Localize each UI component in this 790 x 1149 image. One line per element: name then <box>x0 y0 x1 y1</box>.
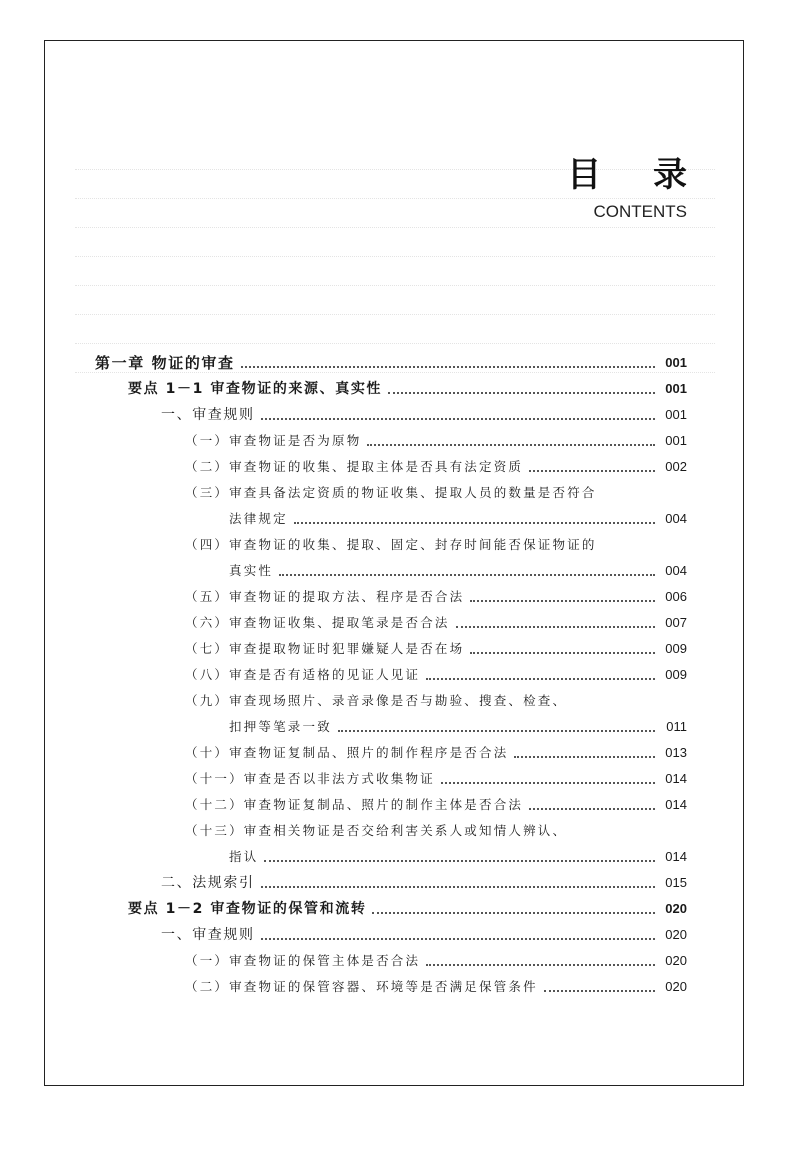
toc-page-number: 006 <box>665 589 687 604</box>
toc-entry-title: （五）审查物证的提取方法、程序是否合法 <box>185 589 465 604</box>
dot-leader <box>264 860 655 862</box>
toc-entry[interactable] <box>95 633 687 659</box>
toc-entry[interactable] <box>95 841 687 867</box>
toc-page-number: 014 <box>665 849 687 864</box>
toc-page-number: 020 <box>665 901 687 916</box>
dot-leader <box>279 574 655 576</box>
toc-entry-title: （三）审查具备法定资质的物证收集、提取人员的数量是否符合 <box>185 485 597 500</box>
toc-entry[interactable] <box>95 581 687 607</box>
toc-entry-title: 一、审查规则 <box>161 407 255 423</box>
toc-entry-title: （二）审查物证的收集、提取主体是否具有法定资质 <box>185 459 524 474</box>
toc-entry-title: （七）审查提取物证时犯罪嫌疑人是否在场 <box>185 641 465 656</box>
table-of-contents <box>95 347 687 997</box>
toc-page-number: 001 <box>665 381 687 396</box>
toc-entry-title: （十）审查物证复制品、照片的制作程序是否合法 <box>185 745 509 760</box>
toc-entry-title: （八）审查是否有适格的见证人见证 <box>185 667 421 682</box>
toc-entry-title: （六）审查物证收集、提取笔录是否合法 <box>185 615 450 630</box>
toc-page-number: 009 <box>665 667 687 682</box>
toc-entry-title: （四）审查物证的收集、提取、固定、封存时间能否保证物证的 <box>185 537 597 552</box>
toc-entry-title: （十二）审查物证复制品、照片的制作主体是否合法 <box>185 797 524 812</box>
toc-entry-title: 扣押等笔录一致 <box>229 719 332 734</box>
toc-entry[interactable] <box>95 867 687 893</box>
toc-entry[interactable] <box>95 815 687 841</box>
toc-entry[interactable] <box>95 347 687 373</box>
toc-entry-title: 要点 1－2 审查物证的保管和流转 <box>128 901 367 917</box>
toc-entry-title: 第一章 物证的审查 <box>95 354 235 372</box>
dot-leader <box>470 652 655 654</box>
toc-entry-title: 二、法规索引 <box>161 875 255 891</box>
toc-entry[interactable] <box>95 919 687 945</box>
toc-entry[interactable] <box>95 763 687 789</box>
toc-page-number: 011 <box>666 719 687 734</box>
toc-entry-title: （九）审查现场照片、录音录像是否与勘验、搜查、检查、 <box>185 693 568 708</box>
toc-page-number: 001 <box>665 407 687 422</box>
toc-page-number: 014 <box>665 797 687 812</box>
toc-entry[interactable] <box>95 659 687 685</box>
toc-entry[interactable] <box>95 477 687 503</box>
toc-page-number: 015 <box>665 875 687 890</box>
toc-entry-title: （十一）审查是否以非法方式收集物证 <box>185 771 435 786</box>
toc-entry[interactable] <box>95 451 687 477</box>
toc-entry[interactable] <box>95 607 687 633</box>
dot-leader <box>456 626 655 628</box>
toc-entry[interactable] <box>95 789 687 815</box>
dot-leader <box>241 366 655 368</box>
dot-leader <box>544 990 655 992</box>
dot-leader <box>388 392 655 394</box>
toc-page-number: 001 <box>665 433 687 448</box>
toc-entry-title: 指认 <box>229 849 259 864</box>
toc-entry[interactable] <box>95 971 687 997</box>
toc-entry[interactable] <box>95 399 687 425</box>
dot-leader <box>441 782 655 784</box>
toc-page-number: 020 <box>665 953 687 968</box>
page-subtitle: CONTENTS <box>593 202 687 221</box>
toc-page-number: 004 <box>665 563 687 578</box>
dot-leader <box>426 964 655 966</box>
dot-leader <box>470 600 655 602</box>
toc-entry-title: 一、审查规则 <box>161 927 255 943</box>
dot-leader <box>529 470 655 472</box>
dot-leader <box>529 808 655 810</box>
dot-leader <box>261 418 655 420</box>
dot-leader <box>338 730 655 732</box>
toc-page-number: 002 <box>665 459 687 474</box>
page-title: 目 录 <box>567 155 707 195</box>
dot-leader <box>372 912 655 914</box>
toc-page-number: 020 <box>665 979 687 994</box>
toc-entry[interactable] <box>95 737 687 763</box>
toc-entry-title: 要点 1－1 审查物证的来源、真实性 <box>128 381 383 397</box>
page-frame <box>44 40 744 1086</box>
toc-page-number: 001 <box>665 355 687 370</box>
toc-entry[interactable] <box>95 893 687 919</box>
toc-page-number: 009 <box>665 641 687 656</box>
toc-page-number: 014 <box>665 771 687 786</box>
toc-page-number: 007 <box>665 615 687 630</box>
toc-page-number: 004 <box>665 511 687 526</box>
toc-page-number: 020 <box>665 927 687 942</box>
toc-entry[interactable] <box>95 711 687 737</box>
title-block <box>567 147 707 222</box>
toc-entry[interactable] <box>95 425 687 451</box>
toc-entry[interactable] <box>95 945 687 971</box>
dot-leader <box>294 522 655 524</box>
toc-entry-title: （二）审查物证的保管容器、环境等是否满足保管条件 <box>185 979 538 994</box>
toc-entry-title: （十三）审查相关物证是否交给利害关系人或知情人辨认、 <box>185 823 568 838</box>
dot-leader <box>367 444 655 446</box>
toc-entry-title: 真实性 <box>229 563 274 578</box>
dot-leader <box>261 886 655 888</box>
toc-entry[interactable] <box>95 529 687 555</box>
toc-entry-title: （一）审查物证是否为原物 <box>185 433 362 448</box>
toc-entry[interactable] <box>95 503 687 529</box>
toc-entry[interactable] <box>95 685 687 711</box>
toc-entry[interactable] <box>95 373 687 399</box>
toc-entry[interactable] <box>95 555 687 581</box>
dot-leader <box>514 756 655 758</box>
toc-page-number: 013 <box>665 745 687 760</box>
toc-entry-title: （一）审查物证的保管主体是否合法 <box>185 953 421 968</box>
toc-entry-title: 法律规定 <box>229 511 288 526</box>
dot-leader <box>426 678 655 680</box>
dot-leader <box>261 938 655 940</box>
